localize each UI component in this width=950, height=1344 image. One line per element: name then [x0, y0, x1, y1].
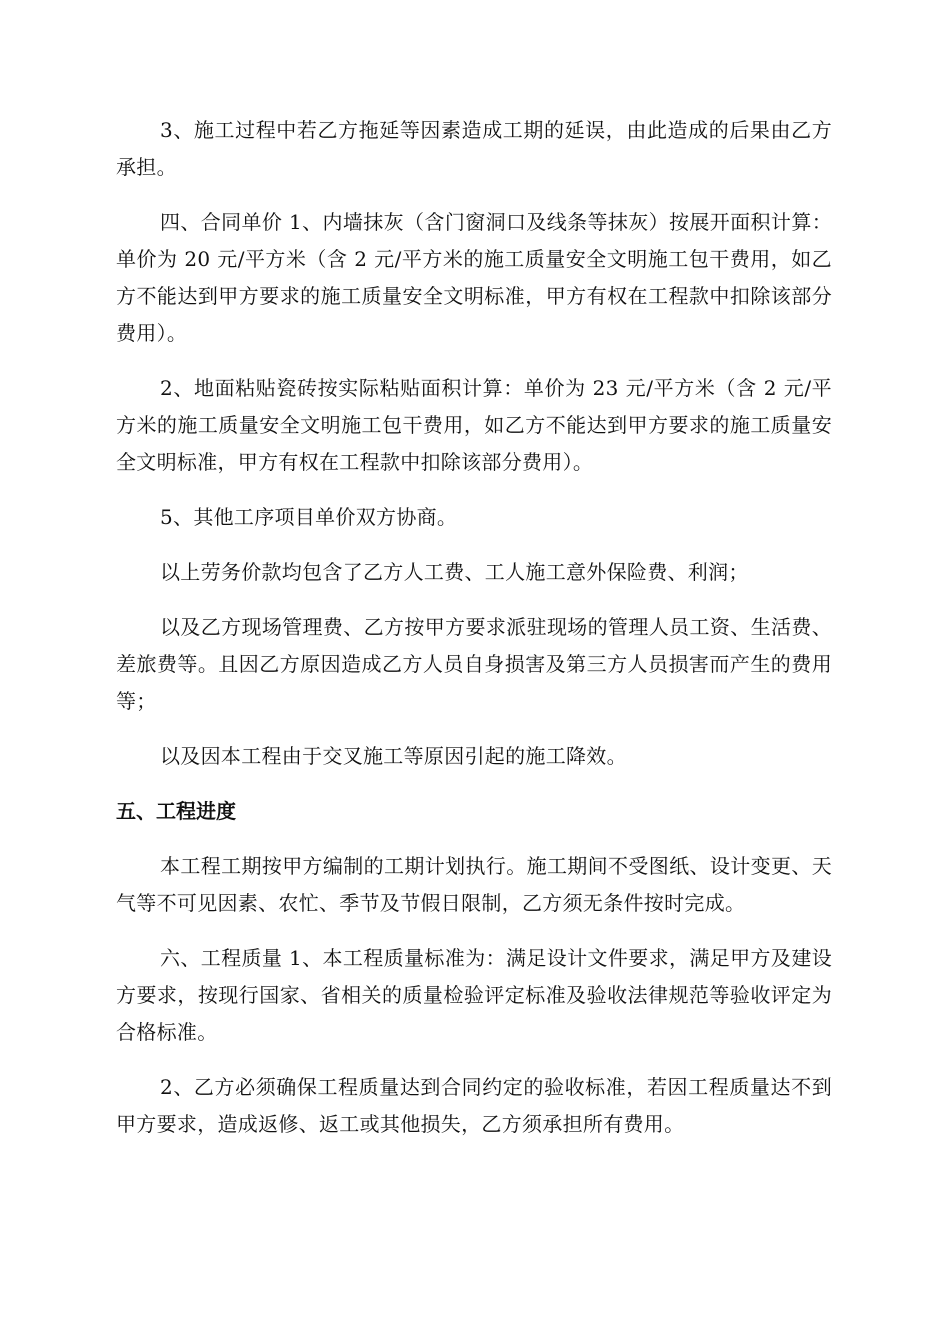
section-heading-progress: 五、工程进度 [116, 799, 236, 823]
paragraph-delay-responsibility: 3、施工过程中若乙方拖延等因素造成工期的延误，由此造成的后果由乙方承担。 [116, 118, 832, 179]
paragraph-management-fees: 以及乙方现场管理费、乙方按甲方要求派驻现场的管理人员工资、生活费、差旅费等。且因乙方原因造成乙方人员自身损害及第三方人员损害而产生的费用等； [116, 615, 832, 713]
paragraph-unit-price-tiles: 2、地面粘贴瓷砖按实际粘贴面积计算：单价为 23 元/平方米（含 2 元/平方米的施工质量安全文明施工包干费用，如乙方不能达到甲方要求的施工质量安全文明标准，甲方有权在工程款中扣除该部分费用）。 [116, 376, 832, 474]
paragraph-other-prices: 5、其他工序项目单价双方协商。 [160, 505, 458, 529]
paragraph-schedule: 本工程工期按甲方编制的工期计划执行。施工期间不受图纸、设计变更、天气等不可见因素、农忙、季节及节假日限制，乙方须无条件按时完成。 [116, 854, 832, 915]
paragraph-quality-guarantee: 2、乙方必须确保工程质量达到合同约定的验收标准，若因工程质量达不到甲方要求，造成返修、返工或其他损失，乙方须承担所有费用。 [116, 1075, 832, 1136]
document-page [116, 112, 832, 1161]
paragraph-unit-price-plastering: 四、合同单价 1、内墙抹灰（含门窗洞口及线条等抹灰）按展开面积计算：单价为 20 元/平方米（含 2 元/平方米的施工质量安全文明施工包干费用，如乙方不能达到甲方要求的施工质量安全文明标准，甲方有权在工程款中扣除该部分费用）。 [116, 210, 832, 345]
paragraph-price-includes: 以上劳务价款均包含了乙方人工费、工人施工意外保险费、利润； [160, 560, 749, 584]
paragraph-quality-standard: 六、工程质量 1、本工程质量标准为：满足设计文件要求，满足甲方及建设方要求，按现行国家、省相关的质量检验评定标准及验收法律规范等验收评定为合格标准。 [116, 946, 832, 1044]
paragraph-efficiency-loss: 以及因本工程由于交叉施工等原因引起的施工降效。 [160, 744, 627, 768]
